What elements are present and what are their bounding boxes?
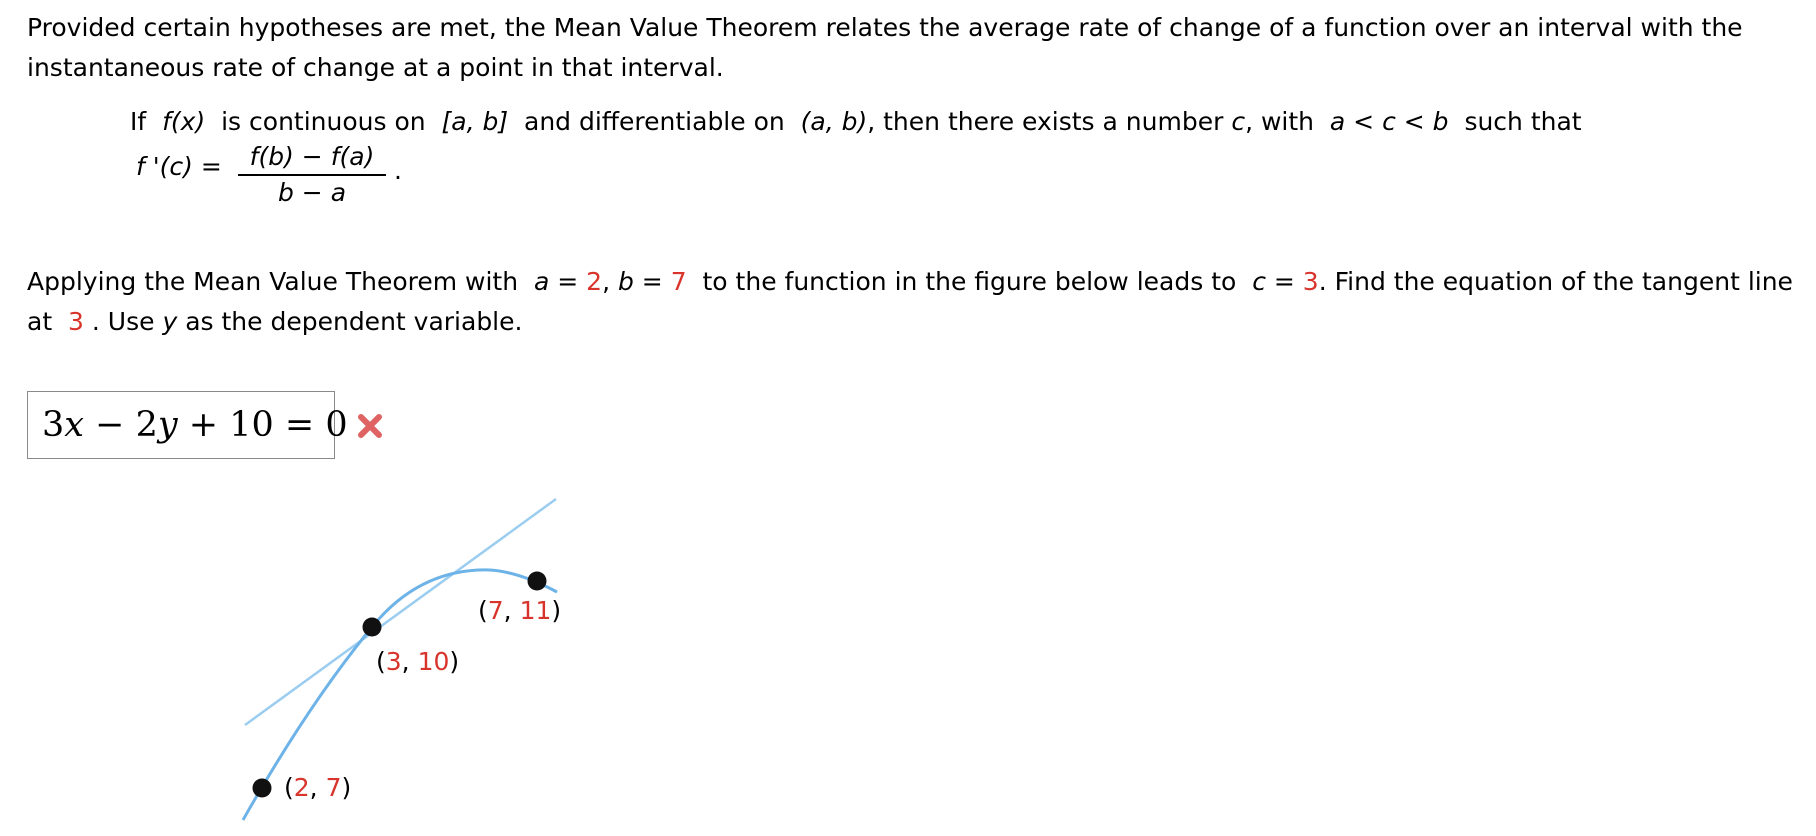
a-value: 2	[586, 267, 603, 296]
formula-denominator: b − a	[277, 178, 347, 207]
tangent-point-value: 3	[68, 307, 84, 336]
label-point-2-7: (2, 7)	[284, 773, 352, 802]
point-3-10	[363, 618, 382, 637]
point-2-7	[253, 779, 272, 798]
formula-numerator: f(b) − f(a)	[238, 142, 386, 176]
theorem-statement: If f(x) is continuous on [a, b] and differentiable on (a, b), then there exists a number c, with a < c < b such that	[130, 107, 1582, 136]
problem-statement: Applying the Mean Value Theorem with a = 2, b = 7 to the function in the figure below leads to c = 3. Find the equation of the tangent line at 3 . Use y as the dependent variable.	[27, 267, 1793, 336]
formula-period: .	[394, 156, 402, 185]
point-7-11	[528, 572, 547, 591]
function-figure	[200, 480, 600, 825]
label-point-7-11: (7, 11)	[478, 596, 562, 625]
answer-input[interactable]: 3x − 2y + 10 = 0	[27, 391, 335, 459]
formula-lhs: f '(c) =	[136, 152, 222, 181]
formula-fraction	[238, 142, 386, 210]
b-value: 7	[670, 267, 687, 296]
intro-paragraph: Provided certain hypotheses are met, the Mean Value Theorem relates the average rate of change of a function over an interval with the instantaneous rate of change at a point in that interval.	[27, 13, 1743, 82]
label-point-3-10: (3, 10)	[376, 647, 460, 676]
x-mark-icon	[357, 413, 383, 439]
c-value: 3	[1302, 267, 1319, 296]
